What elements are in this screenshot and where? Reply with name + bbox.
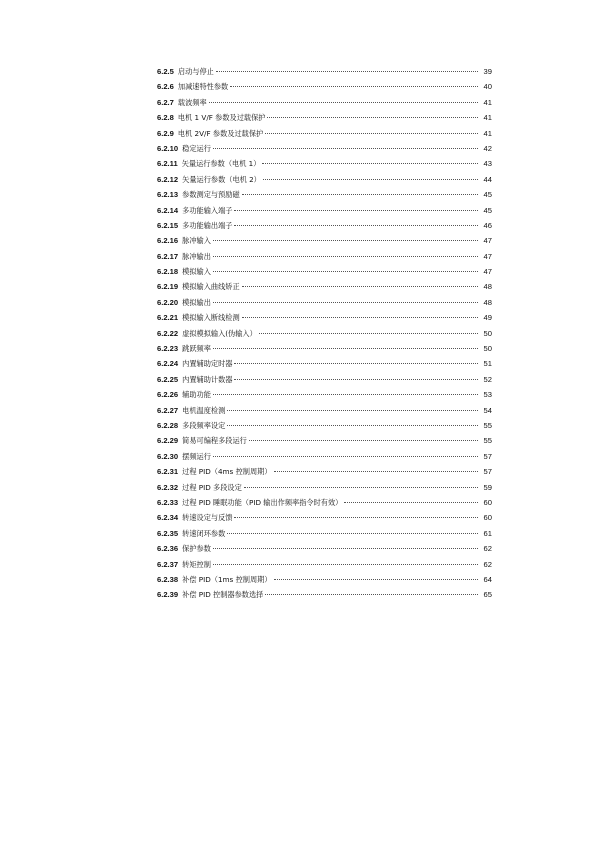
toc-entry-number: 6.2.7 (157, 97, 174, 107)
toc-entry-page-number: 54 (483, 405, 492, 415)
toc-entry-number: 6.2.28 (157, 420, 179, 430)
toc-entry[interactable] (157, 541, 492, 556)
toc-entry[interactable] (157, 587, 492, 602)
toc-entry-page-number: 51 (483, 359, 492, 369)
toc-entry-number: 6.2.20 (157, 297, 179, 307)
toc-dot-leader (274, 471, 478, 472)
toc-entry-page-number: 52 (483, 374, 492, 384)
toc-entry-number: 6.2.12 (157, 174, 179, 184)
toc-dot-leader (242, 317, 478, 318)
toc-entry-title: 简易可编程多段运行 (182, 436, 247, 446)
toc-entry-title: 多功能输入端子 (182, 205, 233, 215)
toc-entry-title: 模拟输入 (182, 267, 211, 277)
toc-dot-leader (213, 548, 478, 549)
toc-entry-title: 模拟输入断线检测 (182, 313, 240, 323)
toc-entry[interactable] (157, 418, 492, 433)
toc-entry-page-number: 46 (483, 220, 492, 230)
toc-entry-title: 启动与停止 (177, 67, 214, 76)
toc-entry-page-number: 57 (483, 451, 492, 461)
toc-entry-number: 6.2.27 (157, 405, 179, 415)
toc-dot-leader (234, 517, 478, 518)
toc-entry-title: 内置辅助计数器 (182, 374, 233, 384)
toc-entry[interactable] (157, 372, 492, 387)
toc-entry-number: 6.2.24 (157, 359, 179, 369)
toc-entry-number: 6.2.30 (157, 451, 179, 461)
toc-entry[interactable] (157, 310, 492, 325)
toc-entry-page-number: 47 (483, 236, 492, 246)
toc-entry-number: 6.2.10 (157, 143, 179, 153)
toc-entry-number: 6.2.5 (157, 67, 174, 76)
toc-dot-leader (259, 333, 478, 334)
toc-entry[interactable] (157, 464, 492, 479)
toc-entry-title: 补偿 PID 控制器参数选择 (182, 590, 264, 600)
toc-entry-number: 6.2.39 (157, 590, 179, 600)
toc-entry-title: 补偿 PID（1ms 控制周期） (182, 574, 272, 584)
toc-entry-page-number: 40 (483, 82, 492, 92)
toc-dot-leader (234, 379, 478, 380)
toc-entry-title: 摆频运行 (182, 451, 211, 461)
toc-entry-title: 转速闭环参数 (182, 528, 226, 538)
toc-entry-title: 多功能输出端子 (182, 220, 233, 230)
toc-entry[interactable] (157, 510, 492, 525)
toc-dot-leader (249, 440, 478, 441)
toc-entry-title: 电机 1 V/F 参数及过载保护 (177, 113, 266, 123)
toc-entry[interactable] (157, 279, 492, 294)
toc-entry[interactable] (157, 141, 492, 156)
toc-dot-leader (209, 102, 478, 103)
toc-entry-number: 6.2.18 (157, 267, 179, 277)
toc-entry-page-number: 47 (483, 251, 492, 261)
toc-entry-number: 6.2.25 (157, 374, 179, 384)
toc-entry-title: 多段频率设定 (182, 420, 226, 430)
toc-dot-leader (227, 410, 478, 411)
toc-entry-number: 6.2.36 (157, 544, 179, 554)
toc-entry-page-number: 61 (483, 528, 492, 538)
toc-entry[interactable] (157, 356, 492, 371)
toc-entry-page-number: 50 (483, 328, 492, 338)
toc-dot-leader (263, 179, 478, 180)
toc-entry-number: 6.2.6 (157, 82, 174, 92)
toc-entry[interactable] (157, 557, 492, 572)
toc-entry[interactable] (157, 449, 492, 464)
toc-entry-title: 脉冲输入 (182, 236, 211, 246)
toc-entry[interactable] (157, 187, 492, 202)
toc-entry-number: 6.2.15 (157, 220, 179, 230)
toc-dot-leader (262, 163, 478, 164)
toc-entry[interactable] (157, 95, 492, 110)
toc-dot-leader (213, 348, 478, 349)
toc-entry-page-number: 42 (483, 143, 492, 153)
toc-entry-page-number: 59 (483, 482, 492, 492)
toc-entry-number: 6.2.29 (157, 436, 179, 446)
toc-dot-leader (227, 425, 478, 426)
toc-dot-leader (267, 117, 478, 118)
toc-entry-title: 模拟输出 (182, 297, 211, 307)
toc-dot-leader (242, 286, 478, 287)
toc-entry-number: 6.2.19 (157, 282, 179, 292)
toc-dot-leader (234, 210, 478, 211)
toc-entry-number: 6.2.32 (157, 482, 179, 492)
toc-entry-number: 6.2.22 (157, 328, 179, 338)
toc-entry-number: 6.2.11 (157, 159, 178, 169)
toc-entry[interactable] (157, 326, 492, 341)
toc-entry-number: 6.2.8 (157, 113, 174, 123)
toc-entry-page-number: 50 (483, 344, 492, 354)
toc-dot-leader (274, 579, 478, 580)
toc-dot-leader (244, 487, 478, 488)
toc-entry-page-number: 45 (483, 205, 492, 215)
toc-entry-number: 6.2.14 (157, 205, 179, 215)
toc-entry-page-number: 44 (483, 174, 492, 184)
toc-entry-number: 6.2.13 (157, 190, 179, 200)
toc-entry-title: 过程 PID 睡眠功能（PID 输出作频率指令时有效） (182, 497, 343, 507)
toc-dot-leader (265, 594, 478, 595)
toc-entry-page-number: 53 (483, 390, 492, 400)
toc-dot-leader (230, 86, 478, 87)
toc-dot-leader (227, 533, 478, 534)
toc-entry[interactable] (157, 110, 492, 125)
toc-entry-title: 模拟输入曲线矫正 (182, 282, 240, 292)
toc-entry-page-number: 64 (483, 574, 492, 584)
toc-dot-leader (234, 363, 478, 364)
toc-entry[interactable] (157, 233, 492, 248)
toc-entry-page-number: 60 (483, 513, 492, 523)
toc-entry-title: 电机温度检测 (182, 405, 226, 415)
toc-entry-number: 6.2.34 (157, 513, 179, 523)
toc-entry-page-number: 48 (483, 282, 492, 292)
toc-entry-page-number: 43 (483, 159, 492, 169)
toc-dot-leader (213, 256, 478, 257)
toc-entry-page-number: 55 (483, 420, 492, 430)
toc-entry-title: 矢量运行参数（电机 2） (182, 174, 261, 184)
toc-entry[interactable] (157, 79, 492, 94)
toc-entry[interactable] (157, 172, 492, 187)
toc-entry-number: 6.2.31 (157, 467, 179, 477)
toc-entry-title: 脉冲输出 (182, 251, 211, 261)
toc-entry[interactable] (157, 387, 492, 402)
toc-entry[interactable] (157, 341, 492, 356)
toc-entry[interactable] (157, 126, 492, 141)
toc-entry[interactable] (157, 526, 492, 541)
toc-entry[interactable] (157, 480, 492, 495)
toc-entry-page-number: 62 (483, 544, 492, 554)
toc-entry[interactable] (157, 495, 492, 510)
toc-entry-title: 内置辅助定时器 (182, 359, 233, 369)
toc-dot-leader (213, 148, 478, 149)
toc-dot-leader (344, 502, 478, 503)
toc-entry[interactable] (157, 433, 492, 448)
table-of-contents (157, 64, 492, 603)
toc-dot-leader (216, 71, 478, 72)
toc-entry-title: 过程 PID（4ms 控制周期） (182, 467, 272, 477)
toc-entry-number: 6.2.26 (157, 390, 179, 400)
toc-entry-page-number: 41 (483, 97, 492, 107)
toc-entry-page-number: 39 (483, 67, 492, 76)
toc-entry[interactable] (157, 572, 492, 587)
toc-entry-page-number: 48 (483, 297, 492, 307)
toc-entry[interactable] (157, 295, 492, 310)
toc-entry-title: 过程 PID 多段设定 (182, 482, 242, 492)
toc-dot-leader (265, 133, 478, 134)
toc-entry-page-number: 65 (483, 590, 492, 600)
toc-entry-number: 6.2.23 (157, 344, 179, 354)
toc-dot-leader (213, 456, 478, 457)
toc-entry-title: 矢量运行参数（电机 1） (181, 159, 261, 169)
toc-entry-title: 跳跃频率 (182, 344, 211, 354)
toc-dot-leader (213, 271, 478, 272)
toc-entry-page-number: 45 (483, 190, 492, 200)
toc-entry[interactable] (157, 264, 492, 279)
toc-entry-page-number: 47 (483, 267, 492, 277)
toc-entry-title: 辅助功能 (182, 390, 211, 400)
toc-entry-number: 6.2.38 (157, 574, 179, 584)
toc-entry-page-number: 41 (483, 113, 492, 123)
toc-entry-title: 参数测定与预励磁 (182, 190, 240, 200)
toc-entry-number: 6.2.9 (157, 128, 174, 138)
toc-entry[interactable] (157, 403, 492, 418)
toc-entry-page-number: 57 (483, 467, 492, 477)
toc-entry-title: 保护参数 (182, 544, 211, 554)
toc-entry-number: 6.2.21 (157, 313, 179, 323)
toc-entry-page-number: 62 (483, 559, 492, 569)
toc-entry-number: 6.2.17 (157, 251, 179, 261)
toc-entry[interactable] (157, 156, 492, 171)
toc-dot-leader (213, 240, 478, 241)
toc-entry[interactable] (157, 203, 492, 218)
toc-dot-leader (213, 564, 478, 565)
toc-entry-title: 稳定运行 (182, 143, 211, 153)
toc-dot-leader (242, 194, 478, 195)
toc-entry-title: 转速设定与反馈 (182, 513, 233, 523)
toc-entry-number: 6.2.35 (157, 528, 179, 538)
toc-entry-title: 加减速特性参数 (177, 82, 229, 92)
toc-entry-page-number: 49 (483, 313, 492, 323)
toc-entry[interactable] (157, 249, 492, 264)
toc-entry-title: 电机 2V/F 参数及过载保护 (177, 128, 264, 138)
toc-dot-leader (213, 394, 478, 395)
toc-entry-number: 6.2.16 (157, 236, 179, 246)
toc-dot-leader (213, 302, 478, 303)
toc-entry-title: 虚拟模拟输入(伪输入） (182, 328, 257, 338)
toc-entry-number: 6.2.37 (157, 559, 179, 569)
toc-dot-leader (234, 225, 478, 226)
toc-entry[interactable] (157, 64, 492, 79)
toc-entry-page-number: 55 (483, 436, 492, 446)
toc-entry-title: 载波频率 (177, 97, 207, 107)
toc-entry-number: 6.2.33 (157, 497, 179, 507)
toc-entry-title: 转矩控制 (182, 559, 211, 569)
toc-entry-page-number: 60 (483, 497, 492, 507)
toc-entry[interactable] (157, 218, 492, 233)
toc-entry-page-number: 41 (483, 128, 492, 138)
